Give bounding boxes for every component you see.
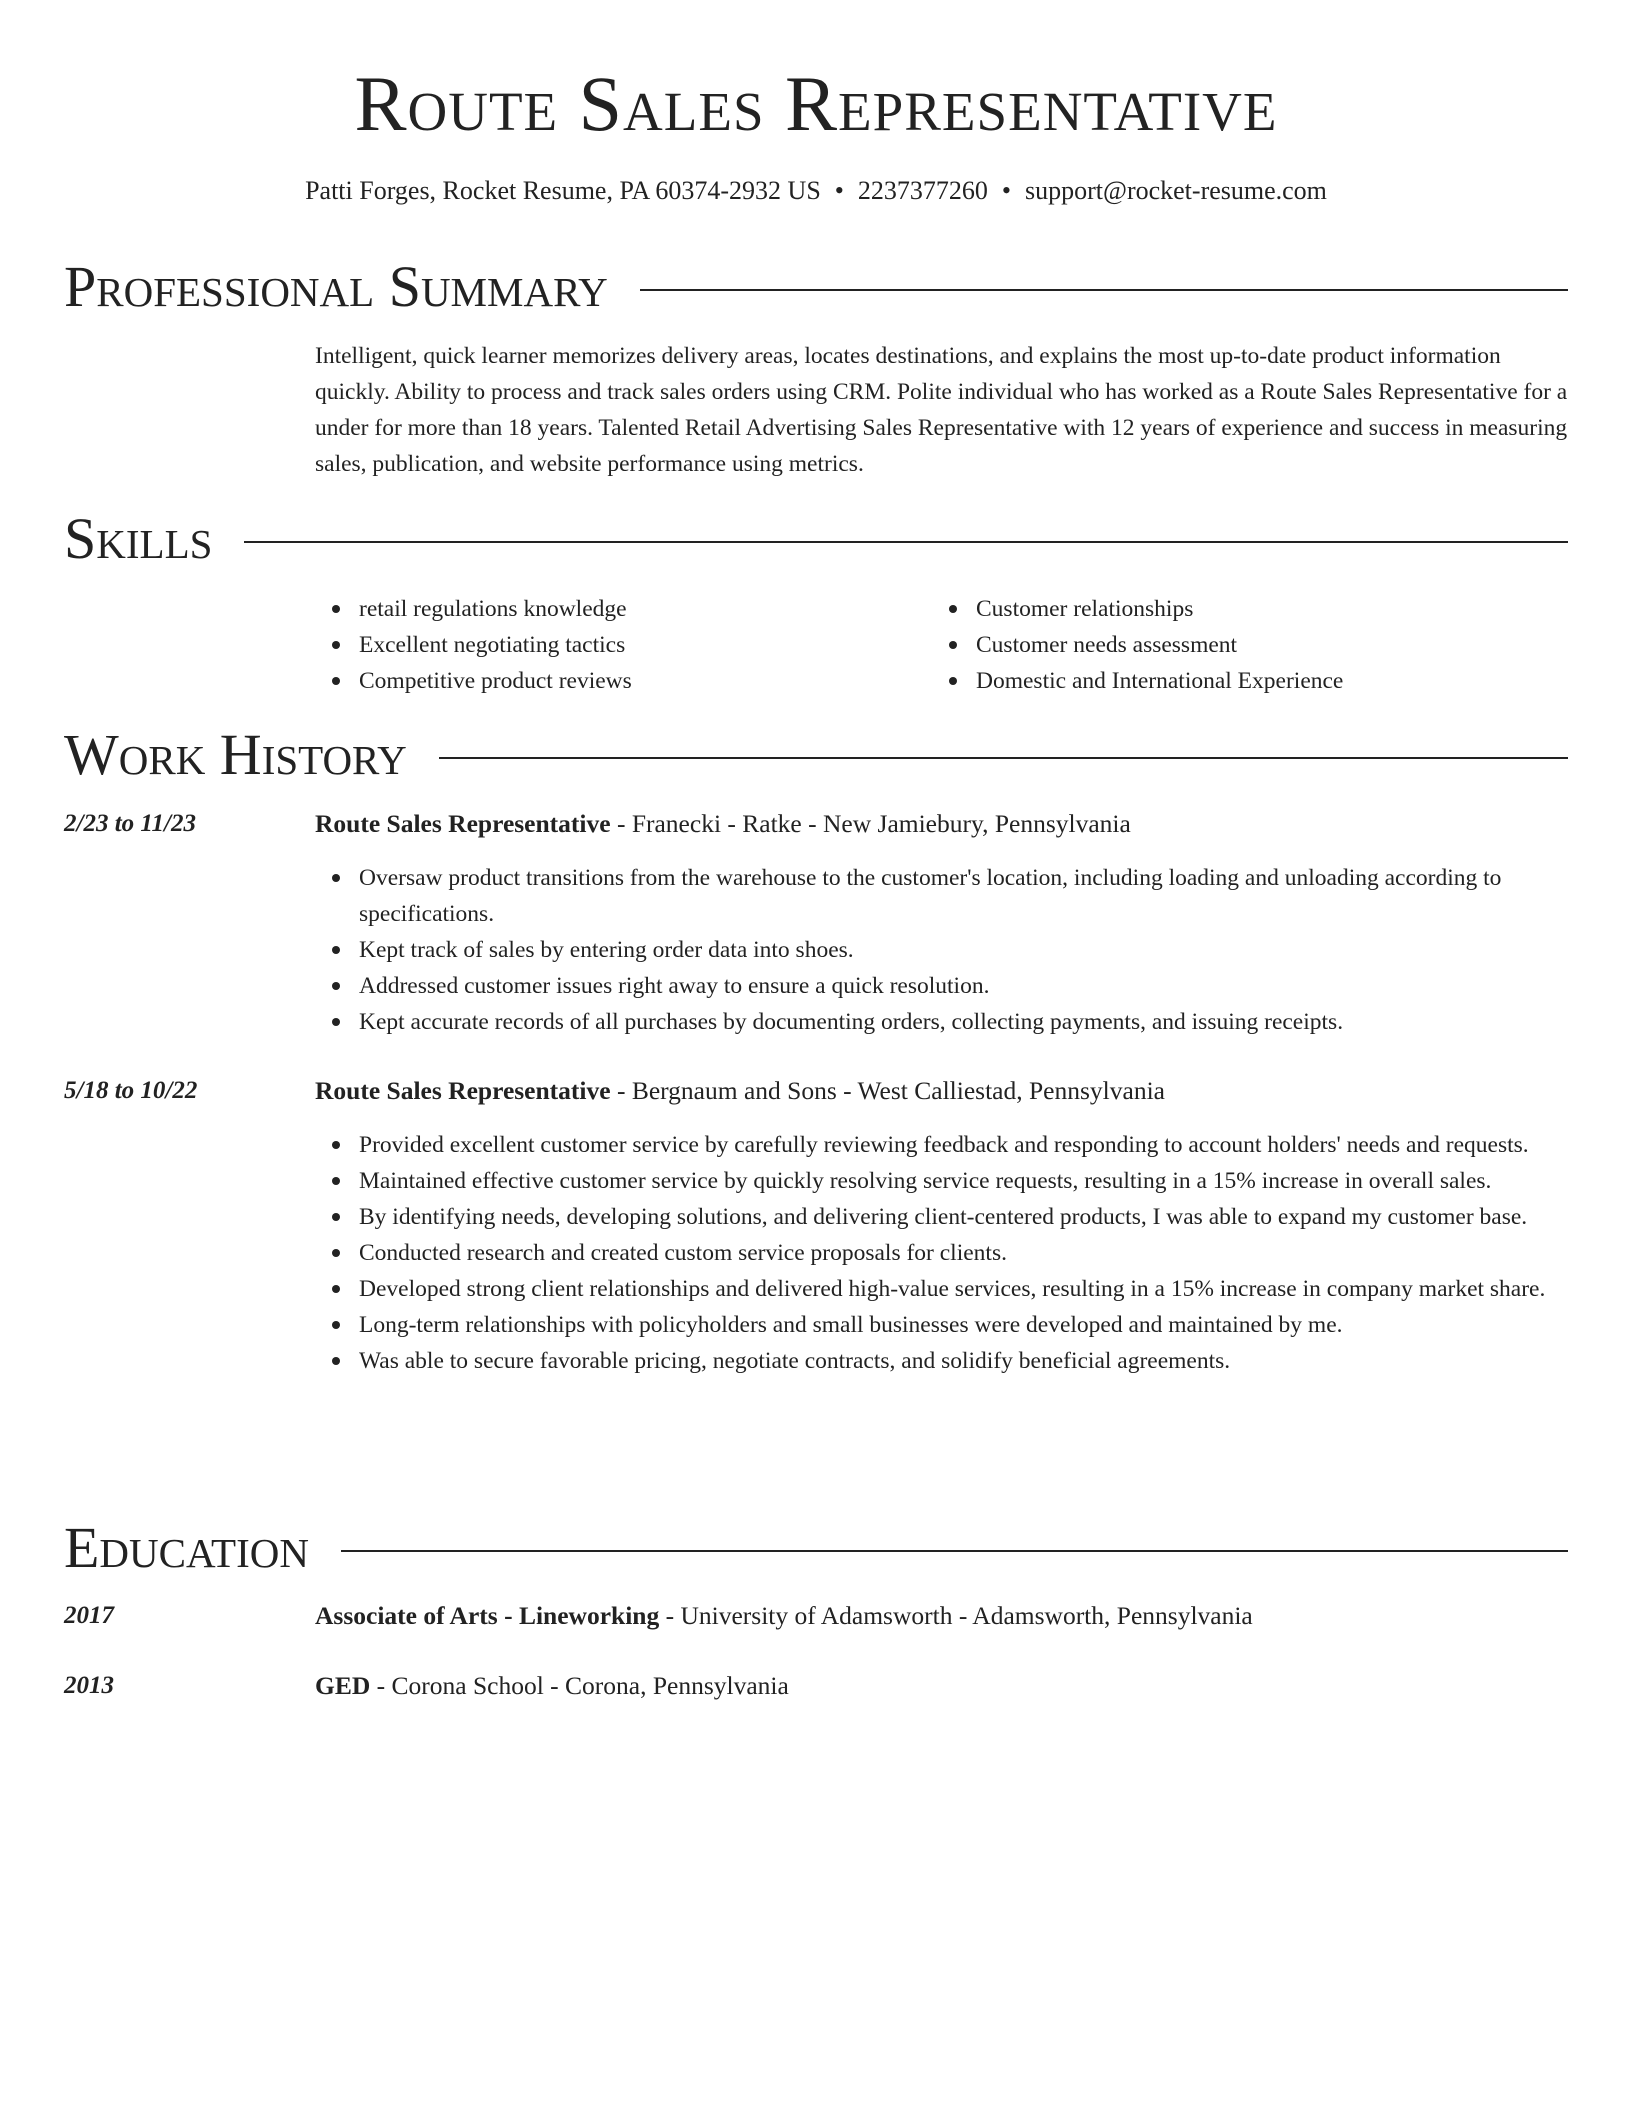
contact-address: Patti Forges, Rocket Resume, PA 60374-2932 US <box>305 176 821 205</box>
contact-email: support@rocket-resume.com <box>1025 176 1327 205</box>
education-section-header <box>64 1514 1568 1582</box>
job-bullet: Conducted research and created custom service proposals for clients. <box>315 1235 1568 1271</box>
contact-separator: • <box>834 176 844 205</box>
education-degree: GED <box>315 1671 371 1700</box>
section-divider <box>244 541 1568 543</box>
job-bullet: By identifying needs, developing solutions, and delivering client-centered products, I was able to expand my customer base. <box>315 1199 1568 1235</box>
job-bullets <box>315 860 1568 1040</box>
job-bullets <box>315 1127 1568 1379</box>
job-bullet: Developed strong client relationships and delivered high-value services, resulting in a 15% increase in company market share. <box>315 1271 1568 1307</box>
skill-item: retail regulations knowledge <box>315 591 932 627</box>
job-title: Route Sales Representative <box>315 809 611 838</box>
contact-line <box>0 173 1632 209</box>
section-divider <box>439 757 1568 759</box>
job-heading <box>315 1073 1568 1109</box>
skills-section-header <box>64 505 1568 573</box>
job-employer: - Bergnaum and Sons - West Calliestad, Pennsylvania <box>610 1076 1165 1105</box>
education-entry <box>315 1598 1568 1634</box>
skill-item: Competitive product reviews <box>315 663 932 699</box>
skills-column-left <box>315 591 932 699</box>
job-bullet: Addressed customer issues right away to ensure a quick resolution. <box>315 968 1568 1004</box>
education-school: - University of Adamsworth - Adamsworth, Pennsylvania <box>659 1601 1253 1630</box>
education-school: - Corona School - Corona, Pennsylvania <box>370 1671 789 1700</box>
section-title: Work History <box>64 722 407 787</box>
contact-phone: 2237377260 <box>857 176 988 205</box>
skill-item: Customer needs assessment <box>932 627 1532 663</box>
job-bullet: Long-term relationships with policyholders and small businesses were developed and maintained by me. <box>315 1307 1568 1343</box>
education-year: 2013 <box>64 1672 114 1699</box>
job-title: Route Sales Representative <box>315 1076 611 1105</box>
education-year: 2017 <box>64 1602 114 1629</box>
section-divider <box>341 1550 1568 1552</box>
job-dates: 2/23 to 11/23 <box>64 810 196 837</box>
job-bullet: Was able to secure favorable pricing, negotiate contracts, and solidify beneficial agreements. <box>315 1343 1568 1379</box>
education-entry <box>315 1668 1568 1704</box>
section-divider <box>640 289 1568 291</box>
summary-section-header <box>64 253 1568 321</box>
resume-title: Route Sales Representative <box>354 60 1278 147</box>
skill-item: Domestic and International Experience <box>932 663 1532 699</box>
skills-list <box>315 591 1568 699</box>
section-title: Skills <box>64 506 213 571</box>
education-degree: Associate of Arts - Lineworking <box>315 1601 660 1630</box>
skill-item: Excellent negotiating tactics <box>315 627 932 663</box>
job-bullet: Maintained effective customer service by quickly resolving service requests, resulting in a 15% increase in overall sales. <box>315 1163 1568 1199</box>
job-bullet: Oversaw product transitions from the warehouse to the customer's location, including loading and unloading according to specifications. <box>315 860 1568 932</box>
contact-separator: • <box>1001 176 1011 205</box>
job-bullet: Provided excellent customer service by carefully reviewing feedback and responding to account holders' needs and requests. <box>315 1127 1568 1163</box>
skill-item: Customer relationships <box>932 591 1532 627</box>
job-heading <box>315 806 1568 842</box>
work-section-header <box>64 721 1568 789</box>
skills-column-right <box>932 591 1532 699</box>
section-title: Education <box>64 1515 309 1580</box>
job-dates: 5/18 to 10/22 <box>64 1077 198 1104</box>
section-title: Professional Summary <box>64 254 608 319</box>
summary-text: Intelligent, quick learner memorizes delivery areas, locates destinations, and explains the most up-to-date product information quickly. Ability to process and track sales orders using CRM. Polite individual who has worked as a Route Sales Representative for a under for more than 18 years. Talented Retail Advertising Sales Representative with 12 years of experience and success in measuring sales, publication, and website performance using metrics. <box>315 343 1568 477</box>
job-employer: - Franecki - Ratke - New Jamiebury, Pennsylvania <box>610 809 1131 838</box>
job-bullet: Kept accurate records of all purchases by documenting orders, collecting payments, and issuing receipts. <box>315 1004 1568 1040</box>
job-bullet: Kept track of sales by entering order data into shoes. <box>315 932 1568 968</box>
